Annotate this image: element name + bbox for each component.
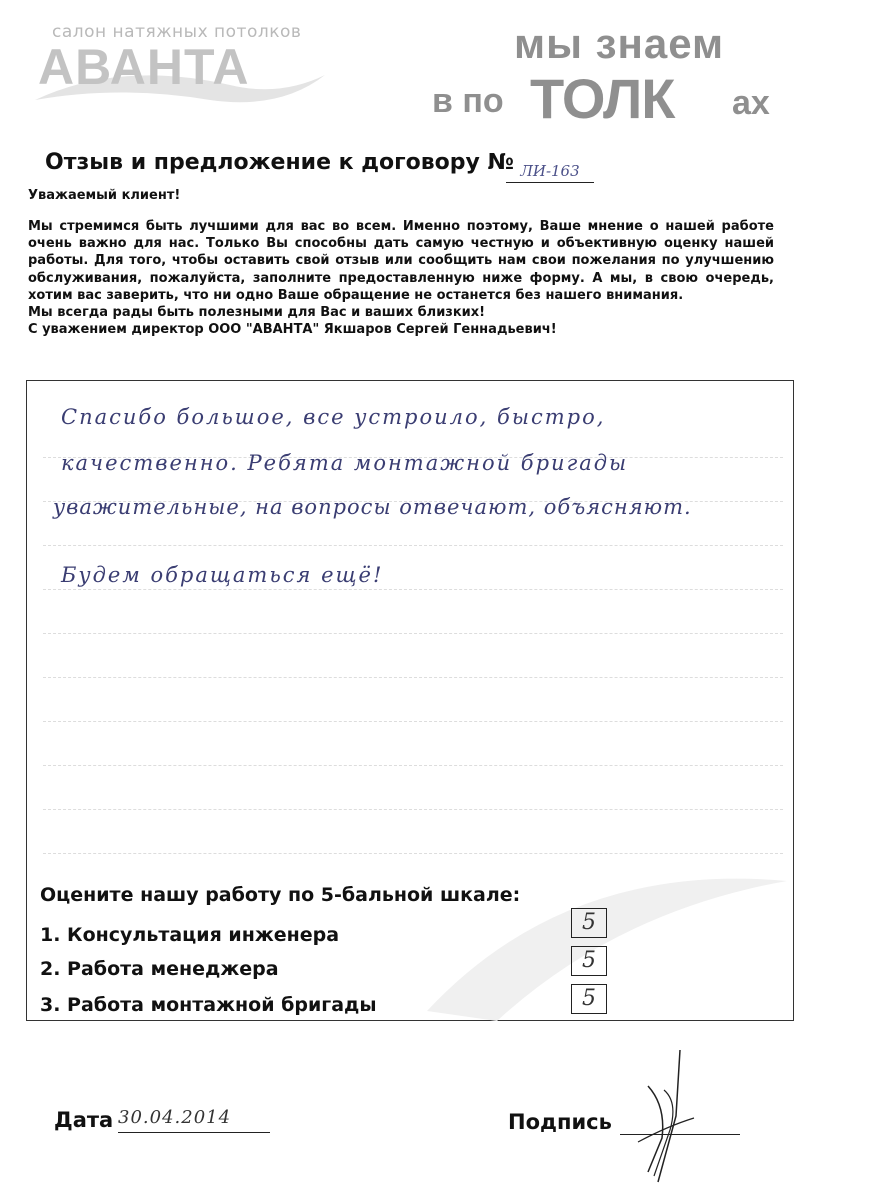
rating-item-installation-team: 3. Работа монтажной бригады <box>40 994 377 1016</box>
review-line-1: Спасибо большое, все устроило, быстро, <box>61 405 606 429</box>
contract-number-field[interactable]: ЛИ-163 <box>506 160 594 183</box>
slogan-line2-start: в по <box>432 82 504 120</box>
slogan-line2-highlight: ТОЛК <box>530 67 675 130</box>
page-title: Отзыв и предложение к договору № <box>45 150 514 175</box>
intro-closing: Мы всегда рады быть полезными для Вас и ваших близких! <box>28 305 486 321</box>
slogan-line2-end: ах <box>732 84 770 122</box>
slogan-line1: мы знаем <box>514 20 725 67</box>
logo-tagline: салон натяжных потолков <box>52 22 302 42</box>
line-rule <box>43 589 783 590</box>
intro-signoff: С уважением директор ООО "АВАНТА" Якшаров Сергей Геннадьевич! <box>28 322 557 338</box>
line-rule <box>43 765 783 766</box>
signature-label: Подпись <box>508 1110 612 1134</box>
rating-score-manager[interactable]: 5 <box>571 946 607 976</box>
rating-score-installation-team[interactable]: 5 <box>571 984 607 1014</box>
logo-name: АВАНТА <box>38 39 250 95</box>
slogan <box>432 20 782 130</box>
rating-item-consultation: 1. Консультация инженера <box>40 924 340 946</box>
line-rule <box>43 633 783 634</box>
greeting: Уважаемый клиент! <box>28 188 181 203</box>
rating-item-manager: 2. Работа менеджера <box>40 958 279 980</box>
line-rule <box>43 721 783 722</box>
review-line-2: качественно. Ребята монтажной бригады <box>61 451 629 475</box>
intro-paragraph: Мы стремимся быть лучшими для вас во всем. Именно поэтому, Ваше мнение о нашей работе очень важно для нас. Только Вы способны дать самую честную и объективную оценку нашей работы. Для того, чтобы оставить свой отзыв или сообщить нам свои пожелания по улучшению обслуживания, пожалуйста, заполните предоставленную ниже форму. А мы, в свою очередь, хотим вас заверить, что ни одно Ваше обращение не останется без нашего внимания. <box>28 219 774 303</box>
signature-scribble-icon <box>618 1046 698 1186</box>
rating-score-consultation[interactable]: 5 <box>571 908 607 938</box>
line-rule <box>43 545 783 546</box>
review-line-3: уважительные, на вопросы отвечают, объясняют. <box>53 495 692 519</box>
line-rule <box>43 677 783 678</box>
rating-title: Оцените нашу работу по 5-бальной шкале: <box>40 884 521 906</box>
line-rule <box>43 809 783 810</box>
intro-text <box>28 218 774 338</box>
date-field[interactable]: 30.04.2014 <box>118 1106 270 1133</box>
review-line-4: Будем обращаться ещё! <box>61 563 384 587</box>
watermark-swoosh-icon <box>417 821 797 1021</box>
date-label: Дата <box>54 1108 114 1132</box>
